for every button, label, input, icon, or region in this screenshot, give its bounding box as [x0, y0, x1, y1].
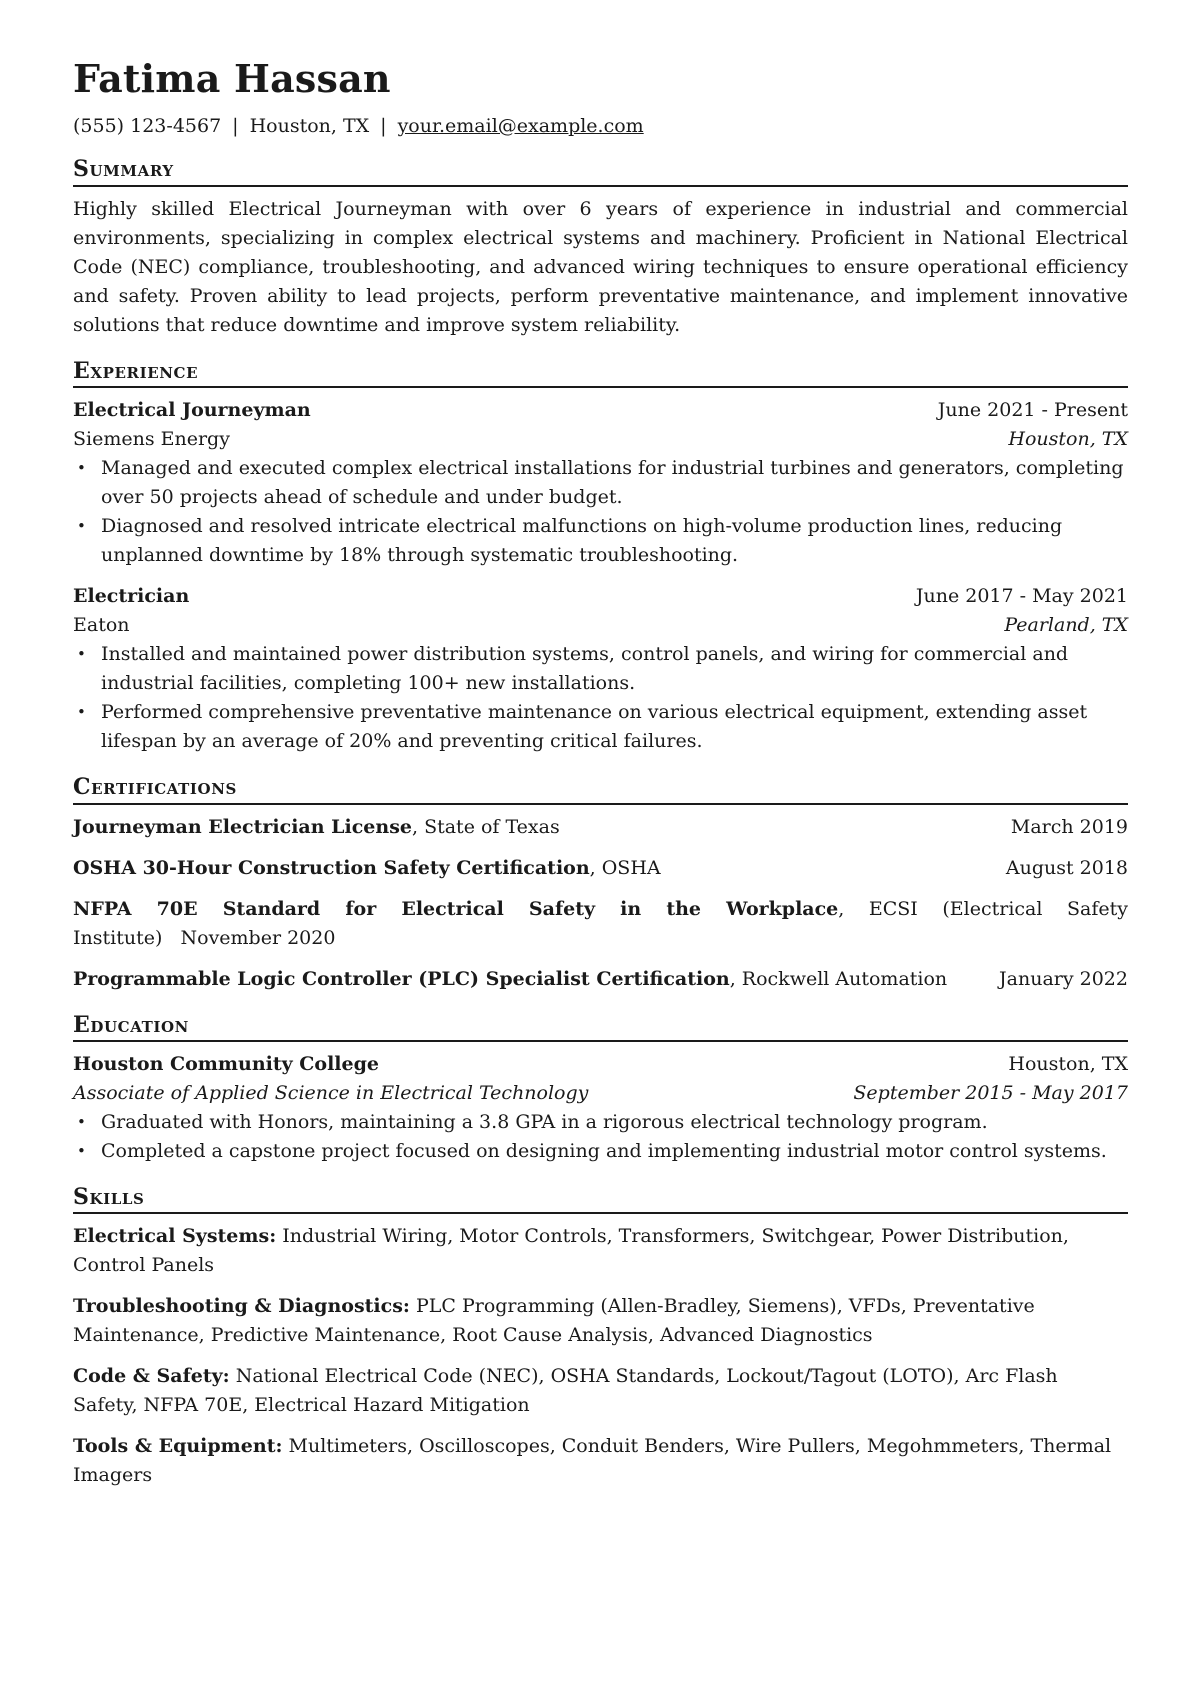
job-company: Siemens Energy [73, 428, 230, 451]
separator: | [232, 114, 239, 137]
bullet-item: • Graduated with Honors, maintaining a 3.8 GPA in a rigorous electrical technology program. [101, 1108, 1128, 1137]
job-dates: June 2021 - Present [937, 399, 1128, 422]
section-title-summary: Summary [73, 156, 1128, 186]
skill-values: Multimeters, Oscilloscopes, Conduit Benders, Wire Pullers, Megohmmeters, Thermal Imagers [73, 1435, 1112, 1487]
bullet-item: • Diagnosed and resolved intricate electrical malfunctions on high-volume production lines, reducing unplanned downtime by 18% through systematic troubleshooting. [101, 512, 1128, 570]
certification-date: January 2022 [999, 967, 1128, 990]
summary-section [73, 156, 1128, 339]
experience-section [73, 358, 1128, 756]
section-title-skills: Skills [73, 1184, 1128, 1214]
education-bullets [73, 1108, 1128, 1166]
certification-name: OSHA 30-Hour Construction Safety Certification [73, 856, 590, 879]
skill-label: Troubleshooting & Diagnostics: [73, 1295, 410, 1318]
separator: | [380, 114, 387, 137]
certification-date: August 2018 [1005, 856, 1128, 879]
candidate-name: Fatima Hassan [73, 56, 391, 101]
skill-label: Electrical Systems: [73, 1225, 277, 1248]
location: Houston, TX [249, 114, 370, 137]
skill-group [73, 1222, 1128, 1280]
school-location: Houston, TX [1008, 1053, 1128, 1076]
skill-values: National Electrical Code (NEC), OSHA Standards, Lockout/Tagout (LOTO), Arc Flash Safety, NFPA 70E, Electrical Hazard Mitigation [73, 1365, 1058, 1417]
job-bullets [73, 454, 1128, 570]
bullet-item: • Managed and executed complex electrical installations for industrial turbines and generators, completing over 50 projects ahead of schedule and under budget. [101, 454, 1128, 512]
certification-issuer: , Rockwell Automation [729, 967, 948, 990]
job-role: Electrician [73, 585, 190, 608]
education-section [73, 1012, 1128, 1166]
skill-label: Tools & Equipment: [73, 1435, 283, 1458]
job-location: Houston, TX [1008, 428, 1128, 451]
certification-name: NFPA 70E Standard for Electrical Safety in the Workplace [73, 897, 839, 920]
certification-issuer: , ECSI (Electrical Safety Institute) [73, 897, 1128, 949]
contact-line [73, 114, 1128, 139]
job-location: Pearland, TX [1004, 614, 1128, 637]
skill-group [73, 1292, 1128, 1350]
skill-group [73, 1432, 1128, 1490]
skill-values: Industrial Wiring, Motor Controls, Transformers, Switchgear, Power Distribution, Control Panels [73, 1225, 1069, 1277]
job-entry [73, 582, 1128, 756]
section-title-education: Education [73, 1012, 1128, 1042]
certification-item [73, 895, 1128, 953]
degree-name: Associate of Applied Science in Electrical Technology [73, 1082, 589, 1105]
section-title-certifications: Certifications [73, 774, 1128, 804]
certification-item [73, 854, 1128, 883]
school-name: Houston Community College [73, 1053, 379, 1076]
job-company: Eaton [73, 614, 130, 637]
bullet-item: • Completed a capstone project focused on designing and implementing industrial motor control systems. [101, 1137, 1128, 1166]
skill-group [73, 1362, 1128, 1420]
certification-issuer: , State of Texas [412, 815, 560, 838]
certification-item [73, 965, 1128, 994]
bullet-item: • Installed and maintained power distribution systems, control panels, and wiring for commercial and industrial facilities, completing 100+ new installations. [101, 640, 1128, 698]
job-entry [73, 396, 1128, 570]
skill-label: Code & Safety: [73, 1365, 230, 1388]
certification-name: Journeyman Electrician License [73, 815, 412, 838]
certification-date: November 2020 [180, 926, 336, 949]
certification-date: March 2019 [1010, 815, 1128, 838]
bullet-item: • Performed comprehensive preventative maintenance on various electrical equipment, extending asset lifespan by an average of 20% and preventing critical failures. [101, 698, 1128, 756]
certifications-section [73, 774, 1128, 993]
job-role: Electrical Journeyman [73, 399, 311, 422]
education-dates: September 2015 - May 2017 [853, 1082, 1128, 1105]
summary-text: Highly skilled Electrical Journeyman with over 6 years of experience in industrial and commercial environments, specializing in complex electrical systems and machinery. Proficient in National Electrical Code (NEC) compliance, troubleshooting, and advanced wiring techniques to ensure operational efficiency and safety. Proven ability to lead projects, perform preventative maintenance, and implement innovative solutions that reduce downtime and improve system reliability. [73, 197, 1128, 336]
skills-section [73, 1184, 1128, 1490]
email-link[interactable]: your.email@example.com [397, 114, 644, 137]
job-bullets [73, 640, 1128, 756]
skill-values: PLC Programming (Allen-Bradley, Siemens), VFDs, Preventative Maintenance, Predictive Maintenance, Root Cause Analysis, Advanced Diagnostics [73, 1295, 1035, 1347]
certification-issuer: , OSHA [589, 856, 661, 879]
job-dates: June 2017 - May 2021 [915, 585, 1128, 608]
phone-number: (555) 123-4567 [73, 114, 222, 137]
section-title-experience: Experience [73, 358, 1128, 388]
certification-item [73, 813, 1128, 842]
certification-name: Programmable Logic Controller (PLC) Specialist Certification [73, 967, 730, 990]
